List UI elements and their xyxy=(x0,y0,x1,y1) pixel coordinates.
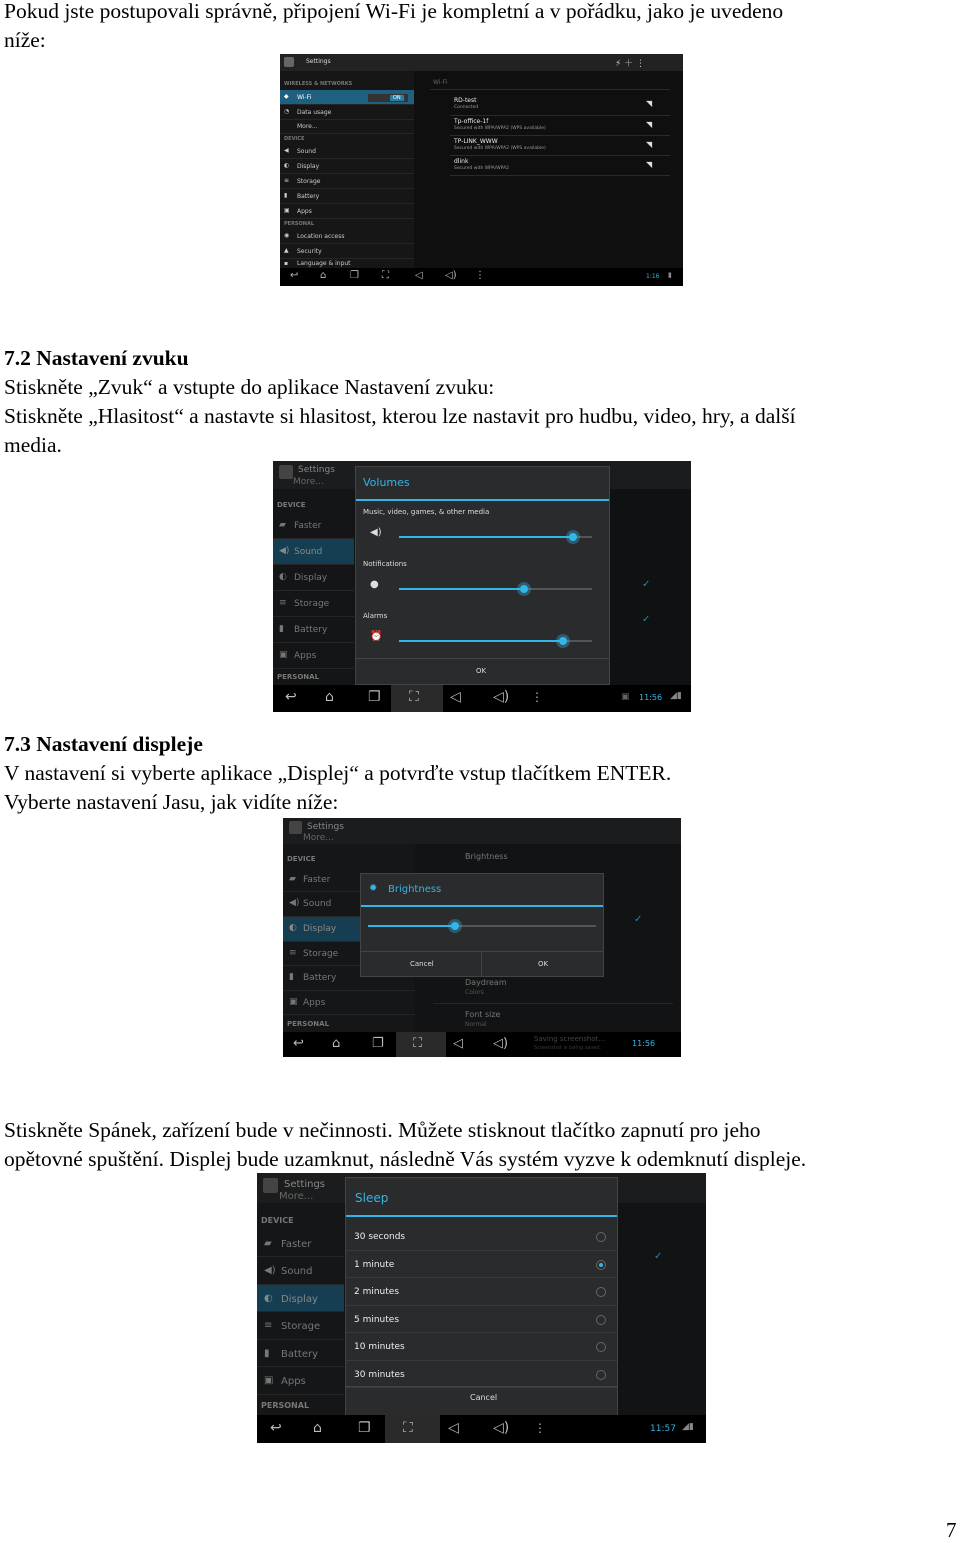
sidebar-item-security[interactable] xyxy=(280,244,414,259)
menu-icon[interactable]: ⋮ xyxy=(534,1421,546,1435)
settings-icon xyxy=(284,57,294,67)
notification-icon: ● xyxy=(370,579,379,590)
network-name: Tp-office-1f xyxy=(454,118,489,125)
back-icon[interactable]: ↩ xyxy=(285,689,297,705)
volume-label: Alarms xyxy=(363,612,388,620)
sidebar-item-faster[interactable] xyxy=(257,1230,344,1257)
battery-icon: ▮ xyxy=(279,624,284,634)
speaker-icon: ◀) xyxy=(279,546,290,556)
back-icon[interactable]: ↩ xyxy=(290,270,299,281)
sidebar-item-label: Security xyxy=(297,248,322,255)
sleep-option-label: 30 minutes xyxy=(354,1369,405,1380)
volume-up-icon[interactable]: ◁) xyxy=(493,1036,509,1051)
storage-icon: ≡ xyxy=(264,1320,273,1331)
volume-down-icon[interactable]: ◁ xyxy=(448,1420,459,1436)
recent-apps-icon[interactable]: ❐ xyxy=(358,1420,371,1436)
apps-icon: ▣ xyxy=(284,207,290,214)
category-device: DEVICE xyxy=(261,1216,294,1225)
category-device: DEVICE xyxy=(277,501,306,509)
radio-selected-icon[interactable] xyxy=(596,1260,606,1270)
battery-status-icon: ◢▮ xyxy=(670,691,682,701)
radio-icon[interactable] xyxy=(596,1370,606,1380)
cancel-button[interactable]: Cancel xyxy=(470,1393,498,1402)
wifi-toggle[interactable]: ON xyxy=(368,94,408,102)
sidebar-item-storage[interactable] xyxy=(273,591,354,617)
home-icon[interactable]: ⌂ xyxy=(320,270,327,281)
navigation-bar xyxy=(283,1032,681,1057)
back-icon[interactable]: ↩ xyxy=(270,1420,282,1436)
data-usage-icon: ◔ xyxy=(284,108,290,115)
wifi-icon: ◆ xyxy=(284,93,289,100)
sidebar-item-label: Display xyxy=(281,1294,318,1305)
sidebar-item-storage[interactable] xyxy=(280,174,414,189)
sidebar-item-label: Wi-Fi xyxy=(297,94,312,101)
category-device: DEVICE xyxy=(284,136,305,142)
heading-7-3: 7.3 Nastavení displeje xyxy=(4,732,203,756)
dialog-title: Sleep xyxy=(355,1191,389,1205)
sidebar-item-display[interactable] xyxy=(257,1285,344,1312)
sidebar-item-label: Display xyxy=(303,924,337,934)
sidebar-item-language[interactable] xyxy=(280,259,414,268)
faster-icon: ▰ xyxy=(279,520,286,530)
sleep-option-label: 30 seconds xyxy=(354,1232,406,1242)
sidebar-item-label: Apps xyxy=(303,998,326,1008)
sidebar-item-location[interactable] xyxy=(280,229,414,244)
cancel-button[interactable]: Cancel xyxy=(410,960,434,968)
radio-icon[interactable] xyxy=(596,1232,606,1242)
media-volume-slider[interactable] xyxy=(399,533,592,541)
battery-icon: ▮ xyxy=(289,972,294,982)
sidebar-item-label: Battery xyxy=(303,973,337,983)
radio-icon[interactable] xyxy=(596,1287,606,1297)
network-status: Secured with WPA/WPA2 xyxy=(454,166,510,171)
checkbox-checked-icon[interactable]: ✓ xyxy=(642,614,651,625)
storage-icon: ≡ xyxy=(284,177,290,184)
battery-status-icon: ◢▮ xyxy=(682,1422,694,1432)
location-icon: ◉ xyxy=(284,232,290,239)
brightness-screenshot xyxy=(283,818,681,1057)
sidebar-item-battery[interactable] xyxy=(280,189,414,204)
settings-sidebar xyxy=(257,1203,344,1416)
settings-icon xyxy=(289,821,302,834)
speaker-icon: ◀) xyxy=(264,1265,276,1276)
category-device: DEVICE xyxy=(287,855,316,863)
settings-sidebar xyxy=(280,71,414,268)
alarm-volume-slider[interactable] xyxy=(399,637,592,645)
row-title: Daydream xyxy=(465,978,507,987)
sidebar-item-label: Apps xyxy=(294,651,317,661)
toast-subtitle: Screenshot is being saved. xyxy=(534,1045,602,1051)
sidebar-item-label: Language & input xyxy=(297,260,351,267)
sidebar-item-display[interactable] xyxy=(280,159,414,174)
sidebar-item-label: Storage xyxy=(303,949,339,959)
menu-icon[interactable]: ⋮ xyxy=(531,690,543,704)
row-subtitle: Colors xyxy=(465,989,484,996)
sidebar-item-sound[interactable] xyxy=(257,1257,344,1285)
settings-icon xyxy=(279,465,293,479)
sidebar-item-apps[interactable] xyxy=(257,1367,344,1395)
sidebar-item-storage[interactable] xyxy=(257,1312,344,1340)
category-personal: PERSONAL xyxy=(287,1020,330,1028)
settings-icon xyxy=(263,1178,278,1193)
sidebar-item-display[interactable] xyxy=(273,565,354,591)
volume-up-icon[interactable]: ◁) xyxy=(445,270,457,281)
language-icon: ▪ xyxy=(284,260,289,267)
app-title: Settings xyxy=(307,822,344,832)
network-row[interactable] xyxy=(450,116,670,136)
faster-icon: ▰ xyxy=(264,1238,272,1249)
ok-button[interactable]: OK xyxy=(538,960,549,968)
sec72-line2: Stiskněte „Hlasitost“ a nastavte si hlasitost, kterou lze nastavit pro hudbu, video, hry, a další xyxy=(4,404,796,428)
storage-icon: ≡ xyxy=(279,598,287,608)
sleep-option[interactable] xyxy=(346,1223,617,1251)
sleep-dialog xyxy=(345,1177,618,1416)
radio-icon[interactable] xyxy=(596,1315,606,1325)
sidebar-item-label: Sound xyxy=(303,899,332,909)
sidebar-item-faster[interactable] xyxy=(273,513,354,539)
display-icon: ◐ xyxy=(279,572,287,582)
toast-title: Saving screenshot... xyxy=(534,1035,605,1043)
sidebar-item-sound[interactable] xyxy=(280,144,414,159)
sidebar-item-label: Battery xyxy=(294,625,328,635)
sleep-option[interactable] xyxy=(346,1251,617,1279)
recent-apps-icon[interactable]: ❐ xyxy=(368,689,381,705)
sidebar-item-label: More... xyxy=(297,123,318,130)
sidebar-item-label: Faster xyxy=(281,1239,312,1250)
speaker-icon: ◀) xyxy=(289,898,300,908)
network-name: TP-LINK_WWW xyxy=(454,138,498,145)
daydream-row[interactable] xyxy=(433,976,673,1004)
sidebar-item-battery[interactable] xyxy=(273,617,354,643)
sec73-line2: Vyberte nastavení Jasu, jak vidíte níže: xyxy=(4,790,339,814)
navigation-bar xyxy=(273,685,691,712)
network-row[interactable] xyxy=(450,136,670,156)
network-row[interactable] xyxy=(450,156,670,176)
brightness-icon: ✹ xyxy=(369,883,378,894)
wifi-signal-icon: ◥ xyxy=(646,140,653,149)
home-icon[interactable]: ⌂ xyxy=(313,1420,322,1436)
radio-icon[interactable] xyxy=(596,1342,606,1352)
back-icon[interactable]: ↩ xyxy=(293,1036,304,1051)
sidebar-item-label: Display xyxy=(297,163,320,170)
category-wireless: WIRELESS & NETWORKS xyxy=(284,81,353,87)
app-title: Settings xyxy=(284,1179,326,1190)
screenshot-icon[interactable]: ⛶ xyxy=(403,1420,413,1436)
sidebar-item-label: Location access xyxy=(297,233,345,240)
app-title: Settings xyxy=(298,465,335,475)
sidebar-item-more[interactable]: More... xyxy=(303,833,334,843)
sidebar-item-label: Sound xyxy=(294,547,323,557)
screenshot-icon[interactable]: ⛶ xyxy=(382,270,389,281)
screenshot-icon[interactable]: ⛶ xyxy=(409,689,419,705)
wifi-settings-screenshot xyxy=(280,54,683,286)
volumes-screenshot xyxy=(273,461,691,712)
wifi-signal-icon: ◥ xyxy=(646,99,653,108)
sidebar-item-label: Faster xyxy=(294,521,322,531)
category-personal: PERSONAL xyxy=(284,221,315,227)
menu-icon[interactable]: ⋮ xyxy=(475,270,485,281)
sidebar-item-apps[interactable] xyxy=(273,643,354,669)
volume-down-icon[interactable]: ◁ xyxy=(450,689,461,705)
dialog-title: Volumes xyxy=(363,476,410,489)
sidebar-item-more[interactable] xyxy=(280,120,414,134)
wifi-signal-icon: ◥ xyxy=(646,160,653,169)
sidebar-item-label: Faster xyxy=(303,875,331,885)
sleep-line2: opětovné spuštění. Displej bude uzamknut, následně Vás systém vyzve k odemknutí displeje. xyxy=(4,1147,807,1171)
screenshot-icon[interactable]: ⛶ xyxy=(413,1036,423,1051)
sec72-line1: Stiskněte „Zvuk“ a vstupte do aplikace Nastavení zvuku: xyxy=(4,375,495,399)
sidebar-item-label: Display xyxy=(294,573,328,583)
sleep-screenshot xyxy=(257,1173,706,1443)
volumes-dialog xyxy=(355,466,610,685)
sidebar-item-apps[interactable] xyxy=(283,991,415,1015)
pane-title: Wi-Fi xyxy=(433,79,448,86)
sidebar-item-apps[interactable] xyxy=(280,204,414,219)
sidebar-item-label: Sound xyxy=(281,1266,313,1277)
network-row[interactable] xyxy=(450,96,670,116)
network-name: RD-test xyxy=(454,97,477,104)
apps-icon: ▣ xyxy=(279,650,288,660)
sleep-option-label: 1 minute xyxy=(354,1259,395,1270)
sidebar-item-wifi[interactable] xyxy=(280,90,414,105)
sleep-option[interactable] xyxy=(346,1333,617,1361)
toolbar-icons[interactable]: ⚡ ＋ ⋮ xyxy=(615,59,646,69)
clock: 11:56 xyxy=(632,1039,656,1048)
sidebar-item-label: Apps xyxy=(297,208,312,215)
clock: 11:57 xyxy=(650,1424,676,1434)
category-personal: PERSONAL xyxy=(261,1401,310,1410)
checkbox-checked-icon[interactable]: ✓ xyxy=(634,914,643,925)
app-title: Settings xyxy=(306,58,331,65)
volume-label: Music, video, games, & other media xyxy=(363,508,490,516)
heading-7-2: 7.2 Nastavení zvuku xyxy=(4,346,189,370)
settings-sidebar xyxy=(273,489,354,686)
sec73-line1: V nastavení si vyberte aplikace „Displej“ a potvrďte vstup tlačítkem ENTER. xyxy=(4,761,672,785)
network-name: dlink xyxy=(454,158,469,165)
lock-icon: ▲ xyxy=(284,247,289,254)
alarm-clock-icon: ⏰ xyxy=(370,631,383,642)
sec72-line3: media. xyxy=(4,433,62,457)
sidebar-item-label: Battery xyxy=(281,1349,319,1360)
category-personal: PERSONAL xyxy=(277,673,320,681)
ok-button[interactable]: OK xyxy=(476,667,487,675)
checkbox-checked-icon[interactable]: ✓ xyxy=(654,1251,663,1262)
sidebar-item-sound[interactable] xyxy=(273,539,354,565)
battery-icon: ▮ xyxy=(284,192,288,199)
sleep-option-label: 2 minutes xyxy=(354,1287,400,1297)
intro-text: Pokud jste postupovali správně, připojení Wi-Fi je kompletní a v pořádku, jako je uvedeno xyxy=(4,0,784,23)
display-icon: ◐ xyxy=(284,162,290,169)
recent-apps-icon[interactable]: ❐ xyxy=(372,1036,384,1051)
navigation-bar xyxy=(257,1415,706,1443)
sidebar-item-label: Storage xyxy=(294,599,330,609)
volume-down-icon[interactable]: ◁ xyxy=(415,270,423,281)
sidebar-item-more[interactable]: More... xyxy=(279,1191,314,1202)
pane-header: Brightness xyxy=(465,852,508,861)
navigation-bar xyxy=(280,268,683,286)
sleep-option-label: 5 minutes xyxy=(354,1314,400,1325)
sidebar-item-more[interactable]: More... xyxy=(293,477,324,487)
sleep-line1: Stiskněte Spánek, zařízení bude v nečinnosti. Můžete stisknout tlačítko zapnutí pro jeho xyxy=(4,1118,761,1142)
checkbox-checked-icon[interactable]: ✓ xyxy=(642,579,651,590)
sidebar-item-data-usage[interactable] xyxy=(280,105,414,120)
network-status: Connected xyxy=(454,105,479,110)
speaker-icon: ◀ xyxy=(284,147,289,154)
faster-icon: ▰ xyxy=(289,874,296,884)
volume-up-icon[interactable]: ◁) xyxy=(493,689,510,705)
recent-apps-icon[interactable]: ❐ xyxy=(350,270,359,281)
battery-icon: ▮ xyxy=(264,1348,270,1359)
sidebar-item-label: Sound xyxy=(297,148,316,155)
wifi-signal-icon: ◥ xyxy=(646,120,653,129)
sidebar-item-label: Storage xyxy=(281,1321,321,1332)
volume-up-icon[interactable]: ◁) xyxy=(493,1420,510,1436)
row-title: Font size xyxy=(465,1010,501,1019)
notification-volume-slider[interactable] xyxy=(399,585,592,593)
page-number: 7 xyxy=(946,1518,957,1542)
brightness-dialog xyxy=(360,873,604,977)
network-status: Secured with WPA/WPA2 (WPS available) xyxy=(454,126,546,131)
home-icon[interactable]: ⌂ xyxy=(332,1036,341,1051)
display-icon: ◐ xyxy=(289,923,297,933)
sidebar-item-battery[interactable] xyxy=(257,1340,344,1367)
storage-icon: ≡ xyxy=(289,948,297,958)
display-icon: ◐ xyxy=(264,1293,273,1304)
sleep-option[interactable] xyxy=(346,1306,617,1334)
media-volume-icon: ◀) xyxy=(370,527,382,538)
dialog-title: Brightness xyxy=(388,884,442,895)
sleep-option[interactable] xyxy=(346,1278,617,1306)
clock: 11:56 xyxy=(639,693,663,702)
picture-icon: ▣ xyxy=(621,692,630,702)
sidebar-item-label: Apps xyxy=(281,1376,306,1387)
home-icon[interactable]: ⌂ xyxy=(325,689,334,705)
network-status: Secured with WPA/WPA2 (WPS available) xyxy=(454,146,546,151)
sidebar-item-label: Battery xyxy=(297,193,320,200)
volume-down-icon[interactable]: ◁ xyxy=(453,1036,463,1051)
sidebar-item-label: Data usage xyxy=(297,109,332,116)
sidebar-item-label: Storage xyxy=(297,178,321,185)
brightness-slider[interactable] xyxy=(368,922,596,930)
font-size-row[interactable] xyxy=(433,1009,673,1033)
row-subtitle: Normal xyxy=(465,1021,487,1028)
volume-label: Notifications xyxy=(363,560,407,568)
intro-text-2: níže: xyxy=(4,28,46,52)
sleep-option[interactable] xyxy=(346,1361,617,1389)
apps-icon: ▣ xyxy=(264,1375,274,1386)
apps-icon: ▣ xyxy=(289,997,298,1007)
sleep-option-label: 10 minutes xyxy=(354,1342,405,1352)
clock: 1:16 xyxy=(646,273,660,280)
battery-status-icon: ▮ xyxy=(668,271,672,279)
